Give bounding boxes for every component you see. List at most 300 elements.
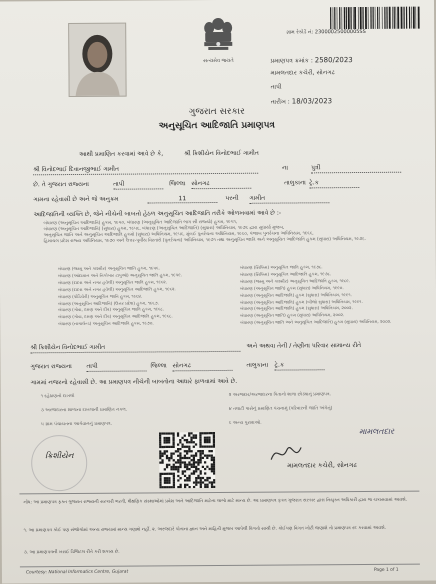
qr-module [184,450,186,452]
qr-module [204,461,206,463]
qr-module [186,450,188,452]
qr-module [168,486,170,488]
order-item: બંધારણ (જમ્મુ અને કાશ્મીર) અનુસૂચિત જાતિ હુકમ, ૧૯૫૬. [57,265,160,272]
qr-module [186,466,188,468]
qr-module [193,466,195,468]
qr-module [186,441,188,443]
qr-module [159,457,161,459]
residence-prefix: ગુજરાત રાજ્યના [30,363,72,371]
qr-module [202,450,204,452]
qr-module [186,479,188,481]
qr-module [195,455,197,457]
qr-module [162,473,164,475]
barcode-bar [368,7,369,29]
qr-module [193,459,195,461]
order-item: બંધારણ (આંદામાન અને નિકોબાર ટાપુઓ) અનુસૂચિત જાતિ હુકમ, ૧૯૫૯. [57,272,183,279]
emblem-caption: સત્યમેવ જયતે [203,57,234,65]
qr-module [204,472,206,474]
qr-module [204,437,206,439]
qr-module [204,479,206,481]
qr-module [164,468,166,470]
residence-taluka-label: તાલુકાના [246,361,269,369]
qr-module [199,452,201,454]
order-item: બંધારણ (અનુસૂચિત જાતિ) હુકમ (સુધારા) અધિનિયમ, ૨૦૦૨. [240,312,345,319]
qr-module [202,457,204,459]
barcode-bar [370,7,371,29]
cert-no-label: પ્રમાણપત્ર ક્રમાંક : [270,57,313,65]
qr-module [193,464,195,466]
qr-module [179,452,181,454]
barcode-bar [350,7,351,29]
qr-module [177,443,179,445]
qr-module [195,452,197,454]
certify-prefix: આથી પ્રમાણિત કરવામાં આવે છે કે, [79,150,164,158]
qr-module [202,452,204,454]
taluka-value: સોનગઢ [191,180,251,189]
barcode-bar [413,7,415,29]
qr-module [186,457,188,459]
qr-module [206,477,208,479]
qr-module [166,446,168,448]
qr-module [159,450,161,452]
qr-module [188,475,190,477]
barcode-bar [409,7,410,29]
qr-module [213,434,215,436]
state-prefix: છે. તે ગુજરાત રાજ્યના [33,180,89,189]
qr-module [159,475,161,477]
qr-module [175,450,177,452]
qr-module [173,459,175,461]
note-line: અનુસૂચિત જાતિ અને અનુસૂચિત આદિજાતિ હુકમો (સુધારા) અધિનિયમ, ૧૯૫૬, મુંબઈ પુનર્રચના અધિનિયમ, ૧૯૬૦, પંજાબ પુનર્રચના અધિનિયમ, ૧૯૬૬, [43,231,314,239]
qr-module [213,468,215,470]
qr-module [208,445,210,447]
qr-module [197,450,199,452]
qr-module [204,439,206,441]
qr-module [162,486,164,488]
qr-module [184,446,186,448]
barcode-bar [372,7,373,29]
qr-module [184,479,186,481]
qr-module [166,464,168,466]
qr-module [195,477,197,479]
qr-module [173,468,175,470]
qr-module [193,481,195,483]
qr-module [159,453,161,455]
qr-module [213,439,215,441]
qr-module [190,441,192,443]
qr-module [211,432,213,434]
qr-module [193,455,195,457]
date-row [271,97,332,106]
qr-module [164,453,166,455]
qr-module [164,450,166,452]
qr-module [182,461,184,463]
qr-module [193,434,195,436]
qr-module [213,441,215,443]
order-item: બંધારણ (દાદરા અને નગર હવેલી) અનુસૂચિત આદિજાતિ હુકમ, ૧૯૬૨. [57,286,176,292]
note-line: હિમાચલ પ્રદેશ રાજ્ય અધિનિયમ, ૧૯૭૦ અને ઉત્તર-પૂર્વીય વિસ્તારો (પુનર્રચના) અધિનિયમ, ૧૯૭૧ તથા અનુસૂચિત જાતિ અને અનુસૂચિત આદિજાતિ હુકમ (સુધારા) અધિનિયમ, ૧૯૭૬. [43,236,367,245]
qr-module [200,481,202,483]
caste-label: પરની [225,194,239,202]
qr-module [195,461,197,463]
qr-module [179,439,181,441]
qr-module [161,432,163,434]
date-value: 18/03/2023 [291,97,333,106]
family-name: શ્રી ક્રિશીયેન વિનોદભાઈ ગામીત [30,343,240,353]
qr-module [168,432,170,434]
qr-module [202,432,204,434]
qr-module [159,441,161,443]
qr-module [204,432,206,434]
qr-module [173,452,175,454]
applicant-name: શ્રી ક્રિશીયેન વિનોદભાઈ ગામીત [184,149,259,158]
qr-module [159,455,161,457]
qr-module [179,457,181,459]
qr-module [199,441,201,443]
qr-module [211,470,213,472]
barcode-bar [418,7,420,29]
qr-module [190,432,192,434]
qr-module [193,470,195,472]
qr-module [209,477,211,479]
qr-module [211,459,213,461]
qr-module [179,441,181,443]
officer-signature: મામલતદાર [358,426,395,437]
qr-module [191,466,193,468]
qr-module [161,455,163,457]
courtesy-text: Courtesy: National Informatics Centre, Gujarat [25,569,129,576]
qr-module [166,455,168,457]
qr-module [209,468,211,470]
qr-module [172,437,174,439]
taluka-label: તાલુકાના [284,179,306,187]
qr-module [164,486,166,488]
qr-module [166,441,168,443]
footer-note-3: ૩. આ પ્રમાણપત્રની ખરાઈ ડિજિટલ રીતે કરી શકાય છે. [23,549,120,556]
qr-module [159,477,161,479]
qr-module [208,454,210,456]
qr-module [186,446,188,448]
footer-divider-bottom [20,564,420,568]
qr-module [211,468,213,470]
government-title: ગુજરાત સરકાર [188,106,245,118]
qr-module [202,477,204,479]
barcode-bar [344,7,345,29]
qr-module [159,446,161,448]
qr-module [184,434,186,436]
qr-module [206,457,208,459]
qr-module [168,464,170,466]
qr-module [188,479,190,481]
qr-module [164,482,166,484]
qr-module [197,481,199,483]
qr-module [199,459,201,461]
qr-module [184,486,186,488]
qr-module [188,477,190,479]
qr-module [179,455,181,457]
qr-module [159,462,161,464]
qr-module [213,472,215,474]
qr-module [184,475,186,477]
order-item: બંધારણ (દાદરા અને નગર હવેલી) અનુસૂચિત જાતિ હુકમ, ૧૯૬૨. [57,279,168,285]
qr-module [168,459,170,461]
qr-module [159,484,161,486]
qr-module [166,450,168,452]
qr-module [211,466,213,468]
qr-module [197,477,199,479]
qr-module [168,457,170,459]
barcode-bar [392,7,393,29]
qr-module [200,472,202,474]
qr-module [197,468,199,470]
qr-module [177,448,179,450]
barcode-bar [395,7,396,29]
qr-module [166,486,168,488]
qr-module [164,479,166,481]
doc-item: ૨ અરજદાર/અરજદારના પિતાનો શાળા છોડ્યાનું પ્રમાણપત્ર. [228,392,331,398]
order-item: બંધારણ (ગોવા, દમણ અને દીવ) અનુસૂચિત આદિજાતિ હુકમ, ૧૯૬૮. [58,313,173,320]
footer-note-1: નોંધ: આ પ્રમાણપત્ર ફક્ત ગુજરાત રાજ્યની સરકારી ભરતી, શૈક્ષણિક સંસ્થાઓમાં પ્રવેશ અને આદિજાતિ માટેના લાભો માટે માન્ય છે. આ પ્રમાણપત્ર ફક્ત ગુજરાત સરકાર દ્વારા નિયુક્ત અધિકારી દ્વારા જ ચકાસવામાં આવશે. [23,497,408,506]
qr-module [188,441,190,443]
qr-module [166,437,168,439]
qr-module [163,432,165,434]
barcode-bar [382,7,383,29]
legal-notes [44,219,414,246]
order-item: બંધારણ (અનુસૂચિત આદિજાતિ) હુકમ (બીજો સુધારા) અધિનિયમ, ૧૯૯૧. [240,298,363,305]
note-line: બંધારણ (અનુસૂચિત આદિજાતિ) (સુધારા) હુકમ, ૧૯૫૬, બંધારણ (અનુસૂચિત આદિજાતિ) (સુધારા) અધિનિયમ, ૧૯૭૬ દ્વારા સુધાર્યા મુજબ, [43,225,285,233]
qr-module [173,484,175,486]
qr-module [186,439,188,441]
qr-module [199,432,201,434]
qr-module [170,455,172,457]
qr-module [168,441,170,443]
qr-module [164,441,166,443]
qr-module [206,484,208,486]
qr-module [172,441,174,443]
qr-module [195,443,197,445]
qr-module [213,437,215,439]
category-code: ટ્રે.ક [309,179,359,188]
qr-module [200,470,202,472]
qr-module [208,432,210,434]
qr-module [206,479,208,481]
qr-module [168,479,170,481]
qr-module [213,443,215,445]
qr-module [188,457,190,459]
date-label: તારીખ : [270,98,290,106]
barcode-bar [365,7,367,29]
qr-module [213,470,215,472]
qr-module [173,475,175,477]
qr-module [204,484,206,486]
qr-code [159,432,215,488]
qr-module [208,439,210,441]
footer-note-2: ૧. આ પ્રમાણપત્ર કોઈ પણ સંજોગોમાં અન્ય રાજ્યમાં માન્ય ગણાશે નહીં. ૨. અરજદારે પોતાના જ્ઞાન અને માહિતી મુજબ આપેલી વિગતો સાચી છે. કોઈપણ વિગત ખોટી જણાશે તો પ્રમાણપત્ર રદ કરવામાં આવશે. [23,525,387,534]
qr-module [193,441,195,443]
qr-module [182,473,184,475]
qr-module [191,464,193,466]
barcode-bar [397,7,399,29]
qr-module [200,477,202,479]
qr-module [209,481,211,483]
qr-module [206,454,208,456]
orders-list-right [240,264,420,327]
qr-module [180,486,182,488]
qr-module [190,450,192,452]
doc-item: ૪ તલાટી પાસેનું પ્રમાણિત પંચનામું (પરિવારની જાતિ અંગેનું) [228,406,333,412]
certificate-title: અનુસૂચિત આદિજાતિ પ્રમાણપત્ર [158,120,275,132]
barcode-bar [375,7,376,29]
family-suffix: અને અથવા તેની / તેણીના પરિવાર સામાન્ય રીતે [246,342,362,350]
qr-module [213,486,215,488]
qr-module [179,477,181,479]
qr-module [213,445,215,447]
order-item: બંધારણ (અનુસૂચિત જાતિ) હુકમ (સુધારા) અધિનિયમ, ૧૯૯૦. [239,284,344,291]
qr-module [177,435,179,437]
doc-item: ૧ રહેઠાણનો દાખલો [40,394,75,400]
barcode-number: ગ્રામ રેકોર્ડ નં: 23000025000005SS [286,28,366,36]
relation: પુત્રી [311,164,401,174]
residence-district: તાપી [86,363,146,372]
qr-module [213,466,215,468]
qr-module [199,437,201,439]
qr-module [206,441,208,443]
qr-module [164,477,166,479]
barcode-bar [360,7,362,29]
na-label: ના [282,164,289,172]
qr-module [170,466,172,468]
qr-module [206,466,208,468]
qr-module [171,486,173,488]
qr-module [199,439,201,441]
qr-module [173,477,175,479]
qr-module [170,457,172,459]
barcode-bar [330,7,331,29]
qr-module [208,441,210,443]
qr-module [191,459,193,461]
qr-module [195,434,197,436]
qr-module [199,457,201,459]
qr-module [193,461,195,463]
officer-office: મામલતદાર કચેરી, સોનગઢ [287,461,357,470]
qr-module [199,455,201,457]
qr-module [168,439,170,441]
caste-value: ગામીત [249,194,329,204]
qr-module [177,455,179,457]
qr-module [206,439,208,441]
barcode-bar [358,7,359,29]
qr-module [159,444,161,446]
qr-module [173,479,175,481]
qr-module [184,464,186,466]
qr-module [168,473,170,475]
applicant-signature: ક્રિશીયેન [45,451,74,461]
qr-module [213,479,215,481]
qr-module [186,468,188,470]
qr-module [177,450,179,452]
qr-module [191,472,193,474]
qr-module [186,464,188,466]
order-item: બંધારણ (ગોવા, દમણ અને દીવ) અનુસૂચિત જાતિ હુકમ, ૧૯૬૮. [58,306,165,313]
barcode-bar [334,7,335,29]
cert-no: 2580/2023 [314,56,353,65]
residence-taluka: સોનગઢ [172,362,232,371]
qr-module [193,437,195,439]
qr-module [204,486,206,488]
doc-item: ૬ અન્ય પુરાવાઓ. [228,420,262,426]
order-item: બંધારણ (સિક્કિમ) અનુસૂચિત આદિજાતિ હુકમ, ૧૯૭૮. [239,271,332,277]
qr-module [186,477,188,479]
qr-module [197,463,199,465]
qr-module [184,455,186,457]
qr-module [173,464,175,466]
page-number: Page 1 of 1 [373,567,399,573]
qr-module [204,446,206,448]
residence-jilla-label: જિલ્લા [150,362,167,370]
qr-module [161,453,163,455]
qr-module [177,432,179,434]
qr-module [170,446,172,448]
qr-module [159,439,161,441]
qr-module [211,463,213,465]
qr-module [172,435,174,437]
qr-module [181,443,183,445]
qr-module [211,457,213,459]
order-item: બંધારણ (અનુસૂચિત જાતિ અને અનુસૂચિત આદિજાતિ) હુકમ (સુધારા) અધિનિયમ, ૨૦૦૨. [240,319,392,326]
qr-module [159,479,161,481]
qr-module [164,473,166,475]
qr-module [202,481,204,483]
barcode-bar [339,7,340,29]
district-name: તાપી [270,83,282,91]
barcode-bar [353,7,354,29]
qr-module [173,486,175,488]
qr-module [177,479,179,481]
barcode-bar [389,7,391,29]
residence-suffix: ગામમાં નજરનો રહેવાસી છે. આ પ્રમાણપત્ર નીચેની બાબતોના આધારે ફાળવામાં આવે છે. [30,377,238,387]
barcode-bar [377,7,378,29]
qr-module [195,484,197,486]
qr-module [195,468,197,470]
barcode-bar [348,7,350,29]
qr-module [195,466,197,468]
order-item: બંધારણ (પોંડિચેરી) અનુસૂચિત જાતિ હુકમ, ૧૯૬૪. [58,293,143,299]
qr-module [173,446,175,448]
order-item: બંધારણ (જમ્મુ અને કાશ્મીર) અનુસૂચિત આદિજાતિ હુકમ, ૧૯૮૯. [239,277,351,284]
qr-module [166,466,168,468]
qr-module [159,432,161,434]
office-name: મામલતદાર કચેરી, સોનગઢ [270,69,335,77]
qr-module [211,454,213,456]
qr-module [211,484,213,486]
qr-module [200,486,202,488]
qr-module [206,486,208,488]
qr-module [173,473,175,475]
qr-module [193,472,195,474]
qr-module [179,466,181,468]
father-name: શ્રી વિનોદભાઈ દિવાનજીભાઈ ગામીત [33,165,258,176]
qr-module [184,461,186,463]
barcode-bar [341,7,342,29]
residence-code: ટ્રે.ક [274,361,324,370]
qr-module [180,484,182,486]
qr-module [184,466,186,468]
barcode-bar [386,7,387,29]
qr-module [164,446,166,448]
qr-module [173,482,175,484]
qr-module [182,457,184,459]
barcode-bar [379,7,380,29]
